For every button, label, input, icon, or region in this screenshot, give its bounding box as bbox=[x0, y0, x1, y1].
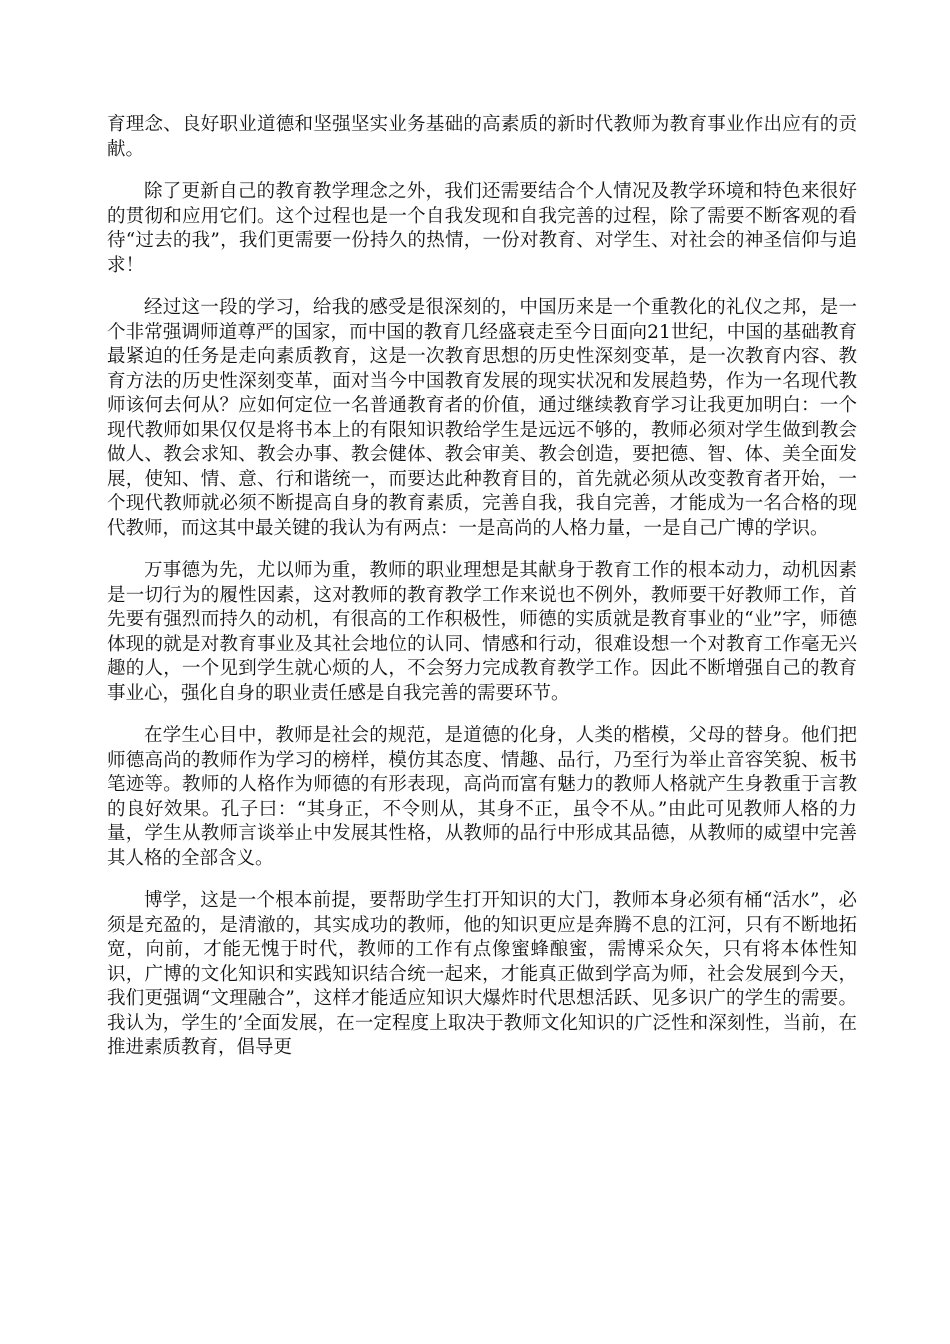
paragraph-teacher-personality: 在学生心目中，教师是社会的规范，是道德的化身，人类的楷模，父母的替身。他们把师德高尚的教师作为学习的榜样，模仿其态度、情趣、品行，乃至行为举止音容笑貌、板书笔迹等。教师的人格作为师德的有形表现，高尚而富有魅力的教师人格就产生身教重于言教的良好效果。孔子曰：“其身正，不令则从，其身不正，虽令不从。”由此可见教师人格的力量，学生从教师言谈举止中发展其性格，从教师的品行中形成其品德，从教师的威望中完善其人格的全部含义。 bbox=[107, 725, 857, 869]
document-body bbox=[107, 113, 857, 1079]
paragraph-teaching-philosophy: 除了更新自己的教育教学理念之外，我们还需要结合个人情况及教学环境和特色来很好的贯彻和应用它们。这个过程也是一个自我发现和自我完善的过程，除了需要不断客观的看待“过去的我”，我们更需要一份持久的热情，一份对教育、对学生、对社会的神圣信仰与追求！ bbox=[107, 181, 857, 276]
paragraph-teacher-ethics: 万事德为先，尤以师为重，教师的职业理想是其献身于教育工作的根本动力，动机因素是一切行为的履性因素，这对教师的教育教学工作来说也不例外，教师要干好教师工作，首先要有强烈而持久的动机，有很高的工作积极性，师德的实质就是教育事业的“业”字，师德体现的就是对教育事业及其社会地位的认同、情感和行动，很难设想一个对教育工作毫无兴趣的人，一个见到学生就心烦的人，不会努力完成教育教学工作。因此不断增强自己的教育事业心，强化自身的职业责任感是自我完善的需要环节。 bbox=[107, 560, 857, 704]
paragraph-study-reflection: 经过这一段的学习，给我的感受是很深刻的，中国历来是一个重教化的礼仪之邦，是一个非常强调师道尊严的国家，而中国的教育几经盛衰走至今日面向21世纪，中国的基础教育最紧迫的任务是走向素质教育，这是一次教育思想的历史性深刻变革，是一次教育内容、教育方法的历史性深刻变革，面对当今中国教育发展的现实状况和发展趋势，作为一名现代教师该何去何从？应如何定位一名普通教育者的价值，通过继续教育学习让我更加明白：一个现代教师如果仅仅是将书本上的有限知识教给学生是远远不够的，教师必须对学生做到教会做人、教会求知、教会办事、教会健体、教会审美、教会创造，要把德、智、体、美全面发展，使知、情、意、行和谐统一，而要达此种教育目的，首先就必须从改变教育者开始，一个现代教师就必须不断提高自身的教育素质，完善自我，我自完善，才能成为一名合格的现代教师，而这其中最关键的我认为有两点：一是高尚的人格力量，一是自己广博的学识。 bbox=[107, 297, 857, 539]
paragraph-continuation: 育理念、良好职业道德和坚强坚实业务基础的高素质的新时代教师为教育事业作出应有的贡献。 bbox=[107, 114, 857, 160]
paragraph-erudition: 博学，这是一个根本前提，要帮助学生打开知识的大门，教师本身必须有桶“活水”，必须是充盈的，是清澈的，其实成功的教师，他的知识更应是奔腾不息的江河，只有不断地拓宽，向前，才能无愧于时代，教师的工作有点像蜜蜂酿蜜，需博采众矢，只有将本体性知识，广博的文化知识和实践知识结合统一起来，才能真正做到学高为师，社会发展到今天，我们更强调“文理融合”，这样才能适应知识大爆炸时代思想活跃、见多识广的学生的需要。我认为，学生的’全面发展，在一定程度上取决于教师文化知识的广泛性和深刻性，当前，在推进素质教育，倡导更 bbox=[107, 890, 857, 1058]
